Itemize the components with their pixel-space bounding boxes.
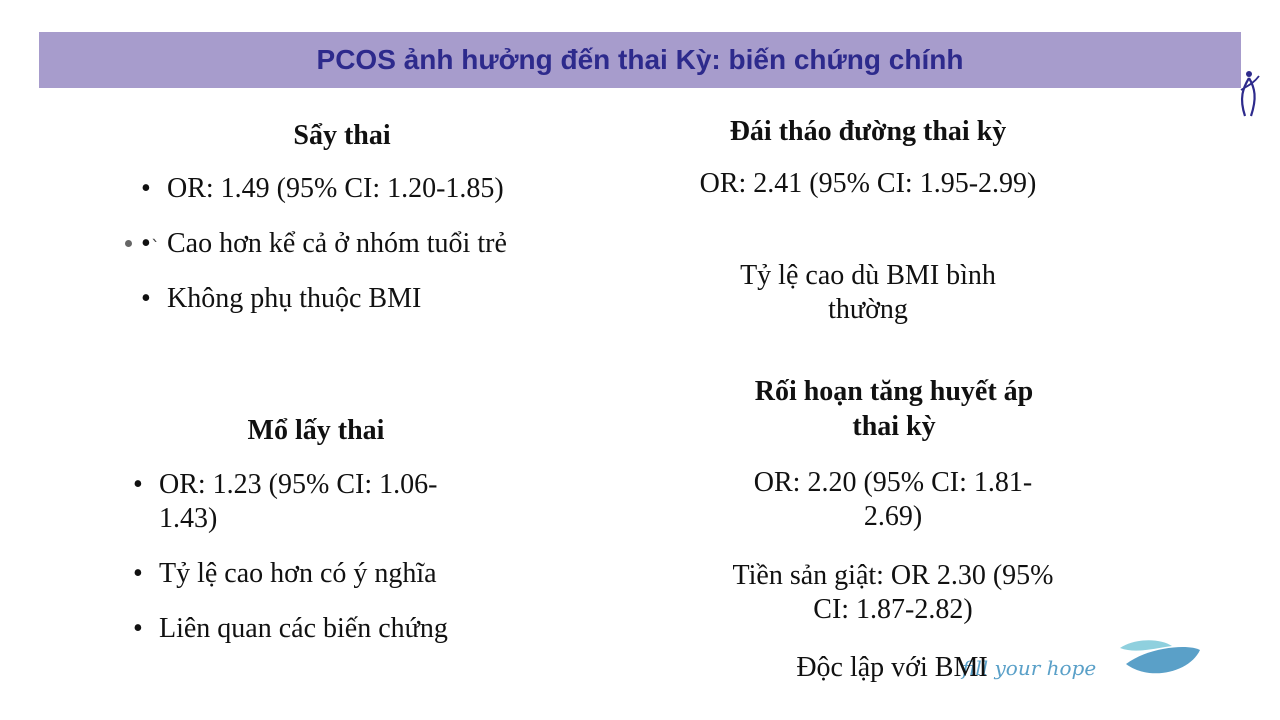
hypertension-or: OR: 2.20 (95% CI: 1.81-2.69) (753, 467, 1033, 533)
list-item: • Tỷ lệ cao hơn có ý nghĩa (131, 557, 491, 591)
figure-logo-icon (1229, 66, 1269, 120)
preeclampsia-or: Tiền sản giật: OR 2.30 (95% CI: 1.87-2.82) (732, 560, 1054, 626)
gestational-diabetes-heading: Đái tháo đường thai kỳ (729, 116, 1007, 147)
cesarean-heading: Mổ lấy thai (247, 415, 385, 446)
title-bar (39, 32, 1241, 88)
miscarriage-heading: Sẩy thai (293, 120, 391, 151)
footer-tagline: fill your hope (962, 656, 1097, 680)
page-title: PCOS ảnh hưởng đến thai Kỳ: biến chứng chính (316, 44, 964, 75)
list-item: • Cao hơn kể cả ở nhóm tuổi trẻ (139, 227, 511, 261)
hypertension-heading: Rối hoạn tăng huyết áp thai kỳ (754, 376, 1034, 442)
gestational-diabetes-note: Tỷ lệ cao dù BMI bình thường (740, 260, 996, 326)
independent-of-bmi: Độc lập với BMI (796, 652, 988, 683)
list-item: • Liên quan các biến chứng (131, 612, 491, 646)
miscarriage-list (139, 172, 511, 337)
stray-dot-mark (125, 240, 132, 247)
list-item: • OR: 1.23 (95% CI: 1.06-1.43) (131, 468, 491, 536)
cesarean-list (131, 468, 491, 668)
list-item: • Không phụ thuộc BMI (139, 282, 511, 316)
stray-tick-mark: ˎ (151, 222, 160, 243)
gestational-diabetes-or: OR: 2.41 (95% CI: 1.95-2.99) (699, 168, 1037, 199)
list-item: • OR: 1.49 (95% CI: 1.20-1.85) (139, 172, 511, 206)
